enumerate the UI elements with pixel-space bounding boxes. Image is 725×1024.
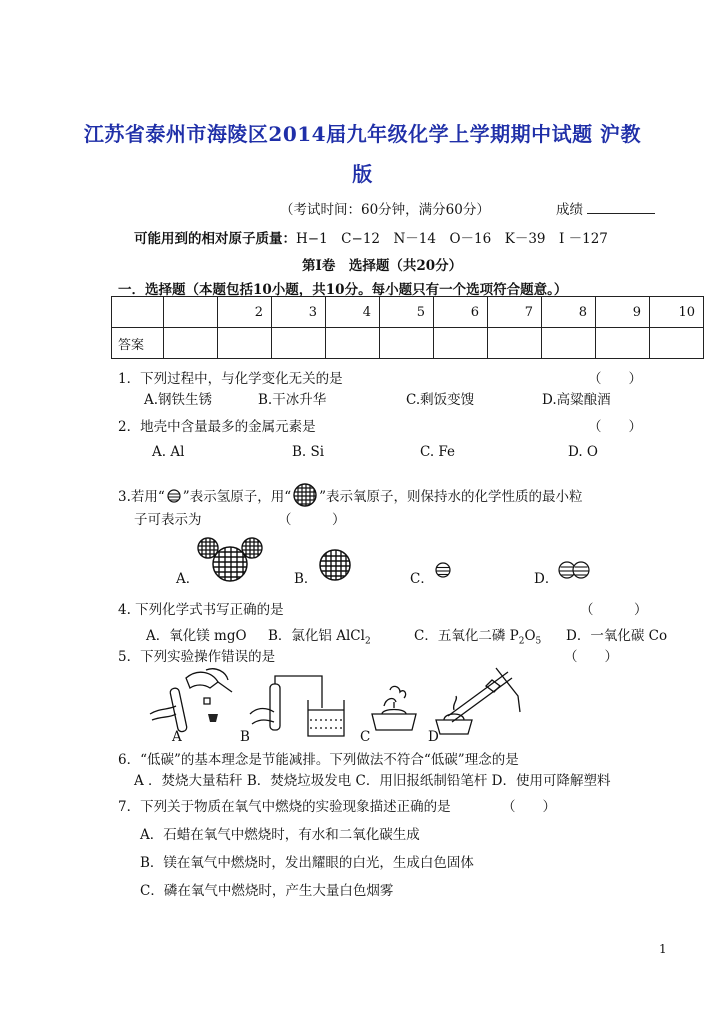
q4-option-b-text: B．氯化铝 AlCl bbox=[268, 628, 365, 644]
q4-paren: （ ） bbox=[580, 602, 648, 618]
answer-cell[interactable] bbox=[650, 328, 704, 359]
water-molecule-option-a-icon bbox=[198, 534, 262, 582]
q7-option-b: B．镁在氧气中燃烧时，发出耀眼的白光，生成白色固体 bbox=[140, 855, 474, 871]
q3-stem-pre: 3.若用“ bbox=[118, 489, 165, 505]
answer-header-cell: 9 bbox=[596, 297, 650, 328]
q3-option-a: A． bbox=[176, 571, 200, 587]
atomic-mass-values: H−1 C−12 N－14 O－16 K－39 I －127 bbox=[296, 231, 608, 247]
q4-stem: 4. 下列化学式书写正确的是 bbox=[118, 602, 284, 618]
q1-option-d: D.高粱酿酒 bbox=[542, 392, 611, 408]
answer-cell[interactable] bbox=[272, 328, 326, 359]
q1-stem: 1．下列过程中，与化学变化无关的是 bbox=[118, 371, 343, 387]
q1-option-a: A.钢铁生锈 bbox=[144, 392, 213, 408]
q4-option-a: A．氧化镁 mgO bbox=[146, 628, 247, 644]
lab-heating-test-tube-icon bbox=[426, 664, 522, 736]
atomic-mass-line bbox=[134, 227, 608, 247]
q3-stem-2: 子可表示为 bbox=[134, 512, 202, 528]
lab-rubber-stopper-icon bbox=[206, 712, 220, 724]
lab-pouring-liquid-icon bbox=[146, 664, 238, 736]
q2-paren: （ ） bbox=[588, 419, 642, 435]
q1-option-b: B.干冰升华 bbox=[258, 392, 327, 408]
q3-option-b: B． bbox=[294, 571, 318, 587]
lab-alcohol-lamp-lighting-icon bbox=[364, 682, 424, 734]
q3-stem-mid: ”表示氢原子，用“ bbox=[182, 489, 292, 505]
answer-table-header-row bbox=[112, 297, 704, 328]
q3-paren: （ ） bbox=[278, 512, 346, 528]
answer-cell[interactable] bbox=[542, 328, 596, 359]
q7-stem: 7．下列关于物质在氧气中燃烧的实验现象描述正确的是 bbox=[118, 799, 451, 815]
q1-option-c: C.剩饭变馊 bbox=[406, 392, 475, 408]
q2-option-c: C. Fe bbox=[420, 444, 456, 460]
score-label: 成绩 bbox=[556, 202, 583, 218]
answer-table bbox=[111, 296, 704, 359]
q2-stem: 2．地壳中含量最多的金属元素是 bbox=[118, 419, 316, 435]
page-number: 1 bbox=[659, 942, 667, 956]
answer-header-cell: 10 bbox=[650, 297, 704, 328]
oxygen-atom-icon bbox=[291, 482, 319, 508]
q7-option-c: C．磷在氧气中燃烧时，产生大量白色烟雾 bbox=[140, 883, 394, 899]
title-line-2: 版 bbox=[352, 162, 373, 186]
q2-option-b: B. Si bbox=[292, 444, 325, 460]
q5-option-a: A bbox=[172, 729, 182, 745]
exam-info: （考试时间：60分钟，满分60分） bbox=[280, 202, 490, 218]
q3-stem bbox=[118, 482, 583, 508]
answer-header-cell bbox=[164, 297, 218, 328]
answer-cell[interactable] bbox=[434, 328, 488, 359]
q5-option-d: D bbox=[428, 729, 439, 745]
hydrogen-molecule-option-d-icon bbox=[558, 561, 590, 579]
q1-paren: （ ） bbox=[588, 371, 642, 387]
q3-option-d: D． bbox=[534, 571, 559, 587]
score-blank[interactable] bbox=[587, 201, 655, 214]
answer-cell[interactable] bbox=[488, 328, 542, 359]
answer-cell[interactable] bbox=[164, 328, 218, 359]
answer-header-cell: 2 bbox=[218, 297, 272, 328]
answer-header-cell: 4 bbox=[326, 297, 380, 328]
answer-header-cell: 7 bbox=[488, 297, 542, 328]
q4-option-c-text-2: O bbox=[524, 628, 536, 644]
hydrogen-atom-option-c-icon bbox=[434, 562, 452, 578]
section-title: 第Ⅰ卷 选择题（共20分） bbox=[302, 258, 463, 274]
q6-options: A ．焚烧大量秸秆 B．焚烧垃圾发电 C．用旧报纸制铅笔杆 D．使用可降解塑料 bbox=[134, 773, 611, 789]
q4-option-c-text: C．五氧化二磷 P bbox=[414, 628, 519, 644]
atomic-mass-label: 可能用到的相对原子质量： bbox=[134, 231, 296, 247]
answer-cell[interactable] bbox=[218, 328, 272, 359]
q4-option-b-subscript: 2 bbox=[364, 636, 371, 647]
answer-header-cell: 5 bbox=[380, 297, 434, 328]
q4-option-c-subscript-2: 5 bbox=[535, 636, 542, 647]
q4-option-c bbox=[414, 624, 541, 647]
score-field bbox=[556, 198, 655, 218]
q4-option-d: D．一氧化碳 Co bbox=[566, 628, 668, 644]
q5-stem: 5．下列实验操作错误的是 bbox=[118, 649, 276, 665]
answer-cell[interactable] bbox=[596, 328, 650, 359]
q7-option-a: A．石蜡在氧气中燃烧时，有水和二氧化碳生成 bbox=[140, 827, 420, 843]
part-heading: 一．选择题（本题包括10小题，共10分。每小题只有一个选项符合题意。） bbox=[118, 282, 568, 298]
q4-option-c-subscript-1: 2 bbox=[518, 636, 525, 647]
q3-stem-post: ”表示氧原子，则保持水的化学性质的最小粒 bbox=[319, 489, 583, 505]
hydrogen-atom-icon bbox=[165, 489, 183, 503]
title-line-1: 江苏省泰州市海陵区2014届九年级化学上学期期中试题 沪教 bbox=[83, 122, 642, 146]
q2-option-d: D. O bbox=[568, 444, 598, 460]
oxygen-atom-option-b-icon bbox=[318, 548, 352, 582]
answer-header-cell: 8 bbox=[542, 297, 596, 328]
answer-header-cell bbox=[112, 297, 164, 328]
q4-option-b bbox=[268, 624, 371, 647]
lab-air-tightness-check-icon bbox=[244, 670, 360, 742]
answer-row-label: 答案 bbox=[112, 328, 164, 359]
q5-option-b: B bbox=[240, 729, 250, 745]
q2-option-a: A. Al bbox=[152, 444, 185, 460]
answer-cell[interactable] bbox=[380, 328, 434, 359]
q5-paren: （ ） bbox=[564, 649, 618, 665]
q3-option-c: C． bbox=[410, 571, 434, 587]
answer-table-row bbox=[112, 328, 704, 359]
answer-header-cell: 3 bbox=[272, 297, 326, 328]
q7-paren: （ ） bbox=[502, 799, 556, 815]
answer-header-cell: 6 bbox=[434, 297, 488, 328]
q5-option-c: C bbox=[360, 729, 371, 745]
q6-stem: 6．“低碳”的基本理念是节能减排。下列做法不符合“低碳”理念的是 bbox=[118, 752, 519, 768]
answer-cell[interactable] bbox=[326, 328, 380, 359]
